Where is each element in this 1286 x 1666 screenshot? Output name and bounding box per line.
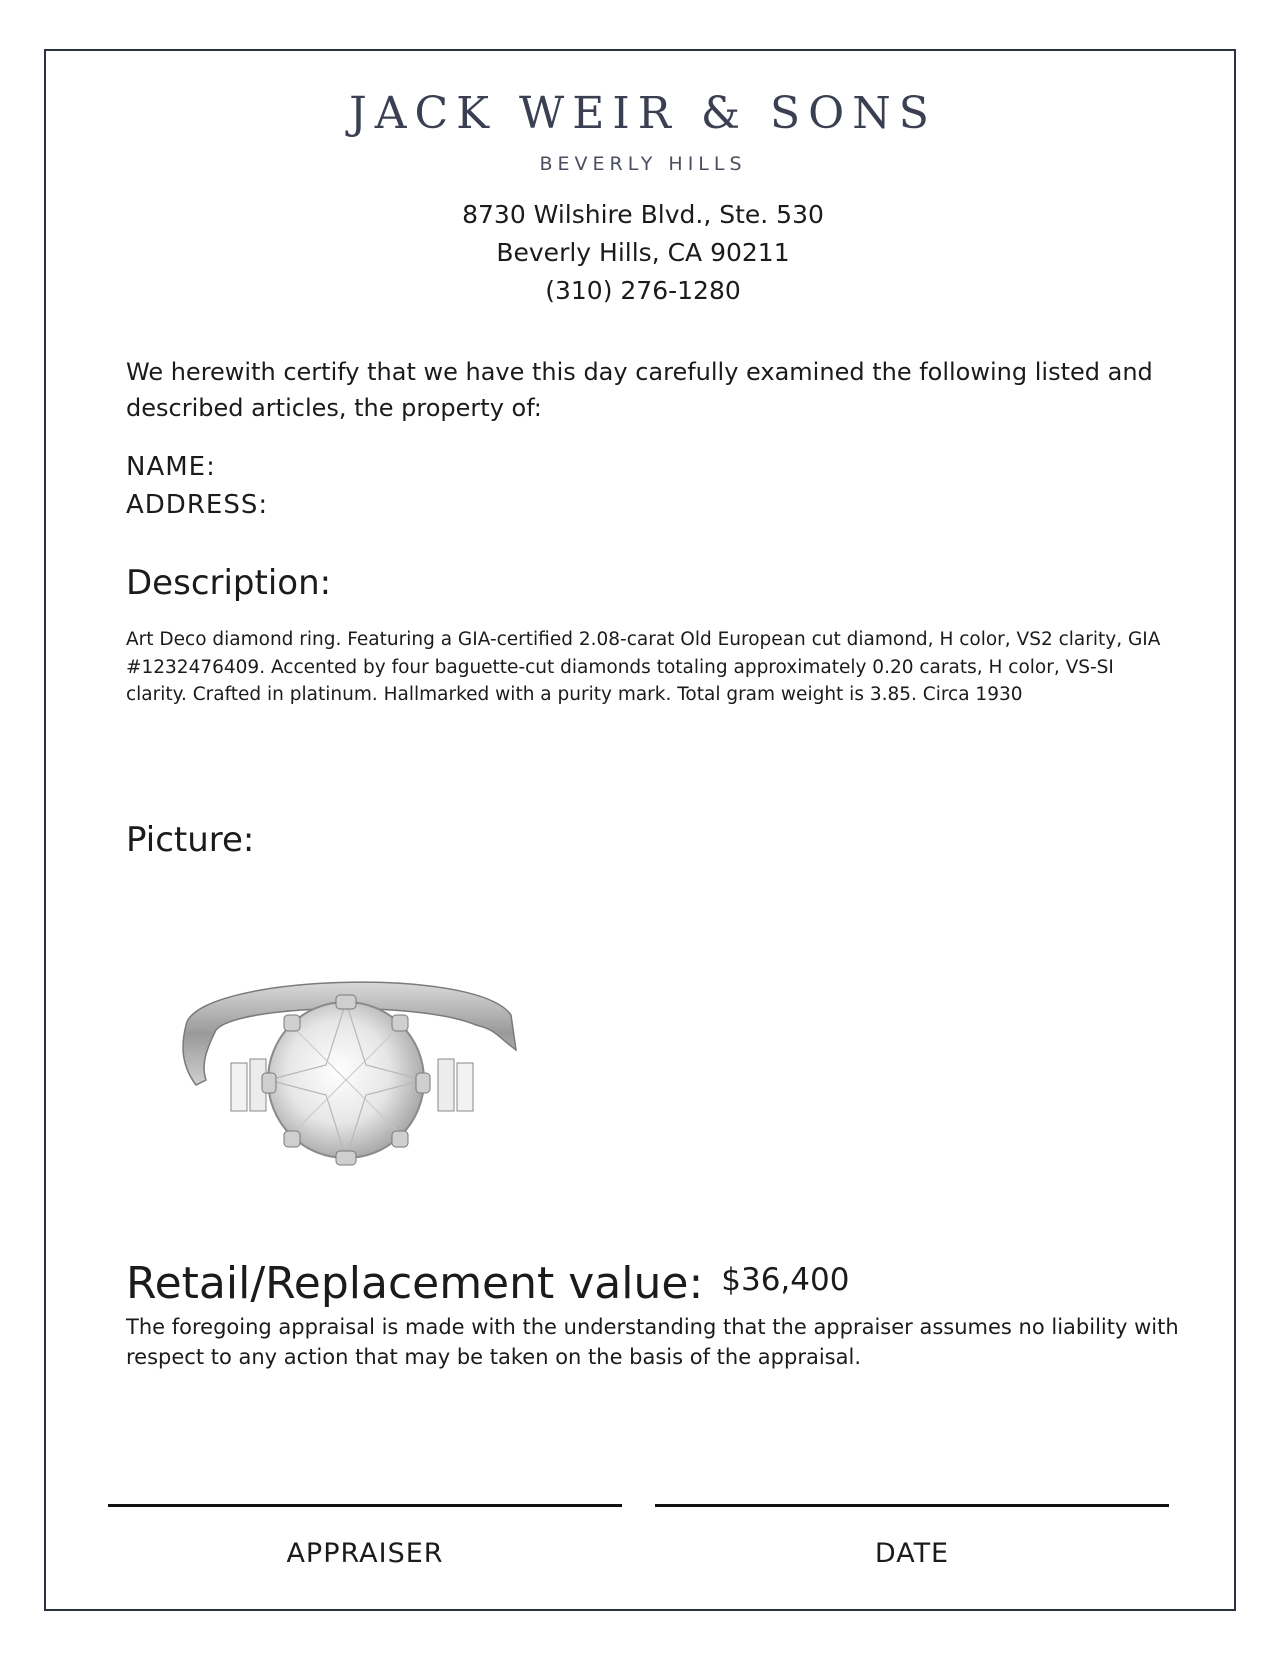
address-line-1: 8730 Wilshire Blvd., Ste. 530 xyxy=(462,200,824,229)
retail-value-amount: $36,400 xyxy=(721,1262,850,1298)
retail-value xyxy=(126,1258,849,1309)
retail-value-label: Retail/Replacement value: xyxy=(126,1258,704,1309)
disclaimer-text: The foregoing appraisal is made with the understanding that the appraiser assumes no liability with respect to any action that may be taken on the basis of the appraisal. xyxy=(126,1315,1179,1369)
brand-location: BEVERLY HILLS xyxy=(539,153,747,175)
ring-photo xyxy=(176,955,536,1185)
appraiser-signature-line xyxy=(108,1504,622,1507)
address-label: ADDRESS: xyxy=(126,490,269,520)
description-heading: Description: xyxy=(126,563,332,603)
center-diamond xyxy=(262,995,430,1165)
picture-heading: Picture: xyxy=(126,820,255,860)
phone-number: (310) 276-1280 xyxy=(545,276,741,305)
brand-name: JACK WEIR & SONS xyxy=(349,88,937,139)
description-text: Art Deco diamond ring. Featuring a GIA-certified 2.08-carat Old European cut diamond, H color, VS2 clarity, GIA #1232476409. Accented by four baguette-cut diamonds totaling approximately 0.20 carats, H color, VS-SI clarity. Crafted in platinum. Hallmarked with a purity mark. Total gram weight is 3.85. Circa 1930 xyxy=(126,629,1161,705)
address-line-2: Beverly Hills, CA 90211 xyxy=(496,238,790,267)
appraiser-label: APPRAISER xyxy=(286,1538,444,1569)
business-address xyxy=(0,196,1286,310)
date-label: DATE xyxy=(874,1538,950,1569)
name-label: NAME: xyxy=(126,452,216,482)
date-signature-line xyxy=(655,1504,1169,1507)
certification-statement: We herewith certify that we have this day carefully examined the following listed and described articles, the property of: xyxy=(126,358,1153,422)
